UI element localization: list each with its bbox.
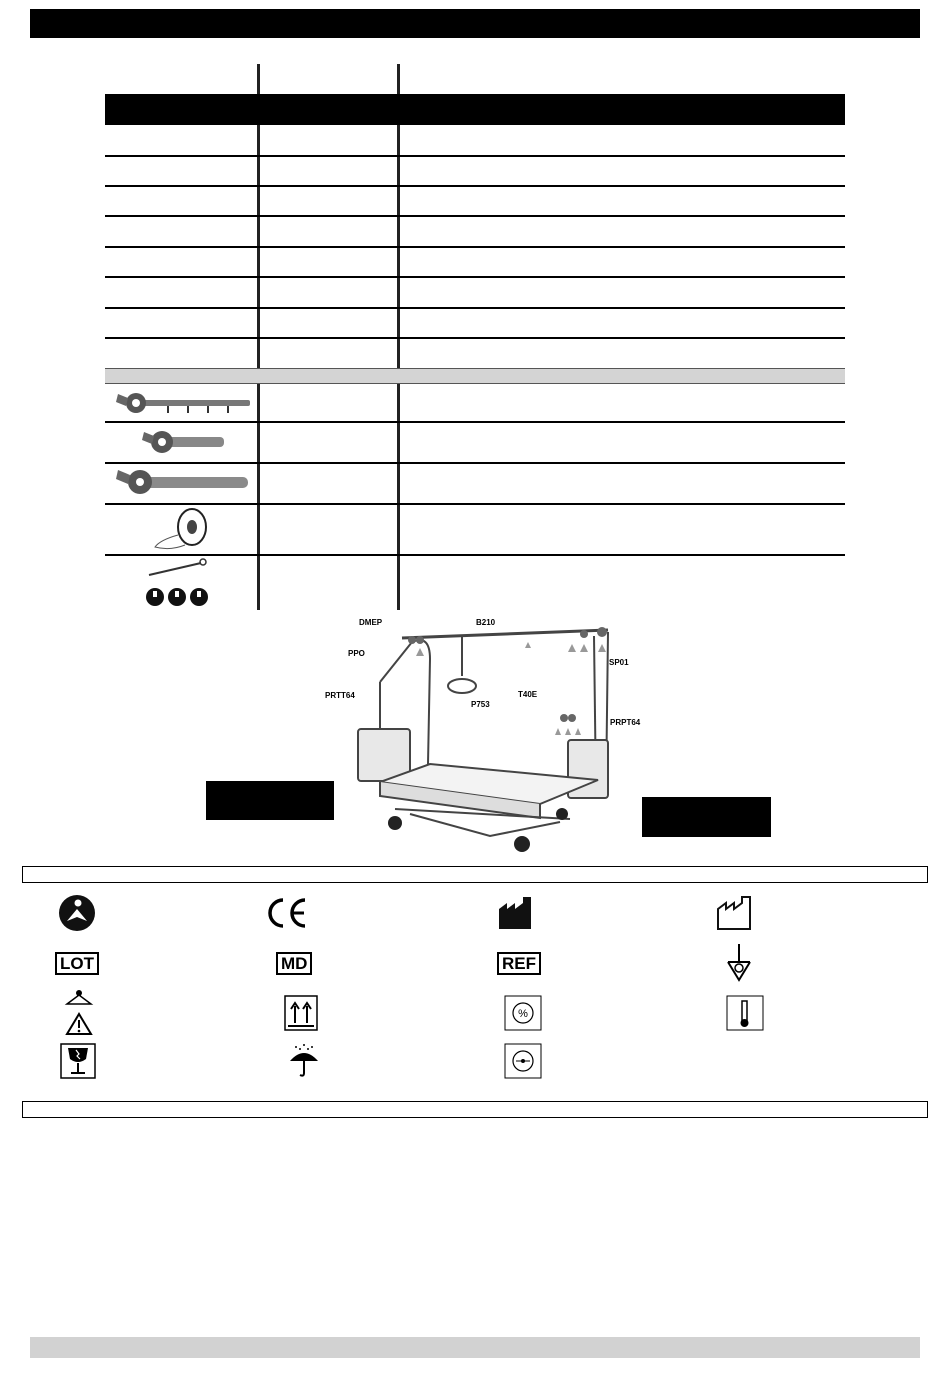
weights-and-hook-image bbox=[135, 557, 220, 609]
fragile-icon bbox=[60, 1043, 96, 1079]
table-row bbox=[105, 421, 845, 423]
table-row bbox=[105, 337, 845, 339]
table-row bbox=[105, 246, 845, 248]
table-row bbox=[105, 554, 845, 556]
callout-prtt64: PRTT64 bbox=[325, 691, 355, 700]
date-of-manufacture-icon bbox=[716, 895, 756, 931]
table-header bbox=[105, 94, 845, 125]
ref-symbol: REF bbox=[497, 952, 541, 975]
table-row bbox=[105, 307, 845, 309]
callout-ppo: PPO bbox=[348, 649, 365, 658]
temperature-limit-icon bbox=[726, 995, 764, 1031]
callout-b210: B210 bbox=[476, 618, 496, 627]
diagram-label-box-left bbox=[206, 781, 334, 820]
this-way-up-icon bbox=[284, 995, 318, 1031]
lot-symbol: LOT bbox=[55, 952, 99, 975]
callout-p753: P753 bbox=[471, 700, 490, 709]
table-section-header bbox=[105, 368, 845, 384]
header-bar bbox=[30, 9, 920, 38]
callout-t40e: T40E bbox=[518, 690, 538, 699]
read-instructions-icon bbox=[57, 893, 97, 933]
equipotential-icon bbox=[722, 942, 756, 984]
table-row bbox=[105, 215, 845, 217]
symbols-section-bar bbox=[22, 866, 928, 883]
md-symbol: MD bbox=[276, 952, 312, 975]
ce-mark-icon bbox=[265, 896, 309, 930]
safe-working-load-icon bbox=[64, 988, 94, 1038]
section-divider-bar bbox=[22, 1101, 928, 1118]
callout-dmep: DMEP bbox=[359, 618, 383, 627]
bed-diagram bbox=[340, 614, 660, 856]
table-row bbox=[105, 155, 845, 157]
diagram-label-box-right bbox=[642, 797, 771, 837]
humidity-limit-icon bbox=[504, 995, 542, 1031]
table-row bbox=[105, 276, 845, 278]
humidity-percent-label: % bbox=[518, 1008, 528, 1020]
hook-bar-accessory-image bbox=[108, 386, 253, 420]
footer-bar bbox=[30, 1337, 920, 1358]
keep-dry-icon bbox=[286, 1043, 322, 1079]
manufacturer-icon bbox=[497, 895, 537, 931]
callout-prpt64: PRPT64 bbox=[610, 718, 641, 727]
long-tube-clamp-image bbox=[108, 464, 253, 500]
table-row bbox=[105, 185, 845, 187]
cord-roll-image bbox=[150, 505, 220, 553]
callout-sp01: SP01 bbox=[609, 658, 629, 667]
short-tube-clamp-image bbox=[140, 424, 230, 460]
atmospheric-pressure-limit-icon bbox=[504, 1043, 542, 1079]
